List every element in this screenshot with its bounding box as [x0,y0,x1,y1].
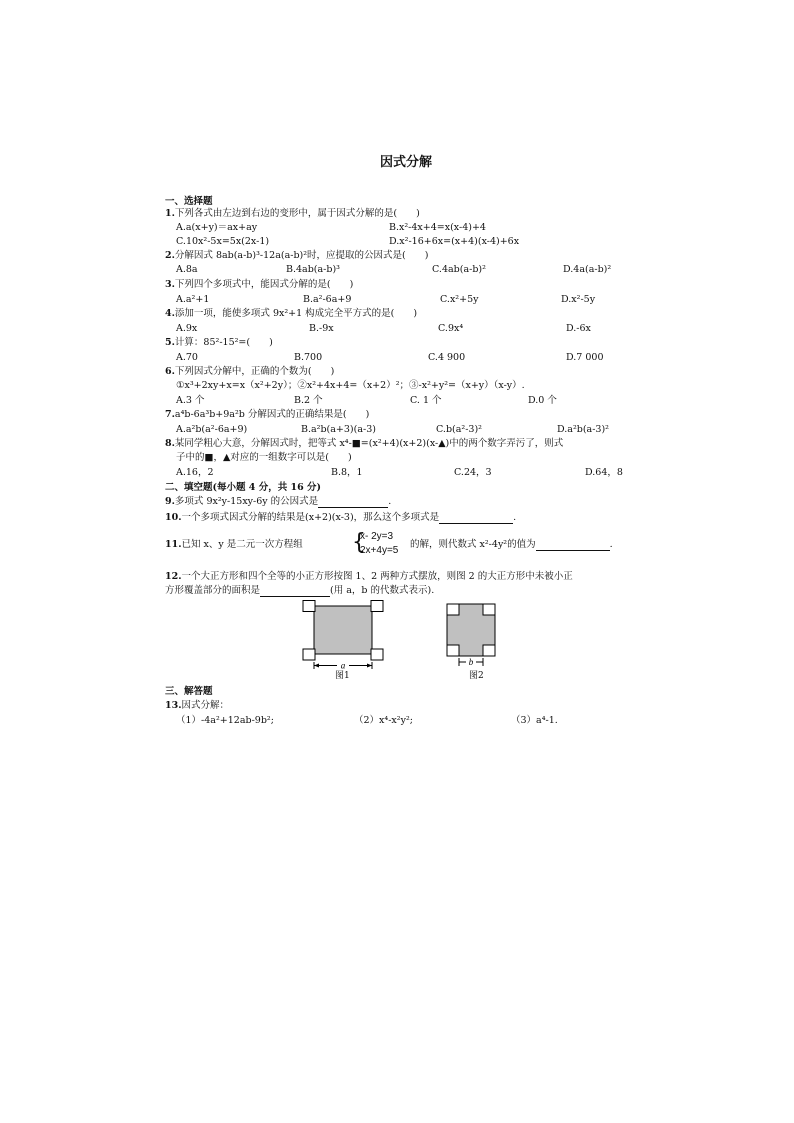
question-number: 13. [165,700,182,711]
option-c: C.x²+5y [440,294,479,305]
question-4 [165,308,417,320]
question-number: 4. [165,308,175,319]
answer-blank[interactable] [439,513,513,524]
question-text: 一个多项式因式分解的结果是(x+2)(x-3)，那么这个多项式是 [181,512,440,523]
question-text: 的解，则代数式 x²-4y²的值为 [410,539,536,550]
sentence-end: . [609,539,613,550]
option-c: C.9x⁴ [438,323,464,334]
option-c: C.10x²-5x=5x(2x-1) [176,236,270,247]
question-stem: 某同学粗心大意，分解因式时，把等式 x⁴-■=(x²+4)(x+2)(x-▲)中的两个数字弄污了，则式 [174,438,564,449]
option-b: B.2 个 [294,395,323,406]
option-d: D.64，8 [585,467,623,478]
question-3 [165,279,353,291]
question-12-continued [165,585,434,597]
page-title: 因式分解 [380,155,433,170]
figure-1 [300,600,386,670]
question-number: 11. [165,539,182,550]
equation-2: 2x+4y=5 [360,545,399,556]
figure-1-caption: 图1 [335,671,350,681]
option-a: A.a²+1 [176,294,210,305]
option-b: B.8，1 [331,467,363,478]
answer-blank[interactable] [260,586,330,597]
question-11-continued [410,539,613,551]
small-square [483,604,495,615]
option-b: B.700 [294,352,323,363]
sub-question-1: （1）-4a²+12ab-9b²; [176,715,274,726]
option-c: C. 1 个 [410,395,442,406]
option-b: B.4ab(a-b)³ [286,264,340,275]
option-d: D.x²-5y [561,294,596,305]
question-number: 9. [165,496,175,507]
option-a: A.3 个 [176,395,205,406]
section-heading-fill: 二、填空题(每小题 4 分，共 16 分) [165,482,322,493]
small-square [371,601,383,612]
small-square [447,645,459,656]
sentence-end: . [513,512,517,523]
option-b: B.a²-6a+9 [303,294,352,305]
sentence-end: . [388,496,392,507]
dimension-label: b [468,657,474,667]
question-stem: a⁴b-6a³b+9a²b 分解因式的正确结果是( ) [174,409,370,420]
question-number: 7. [165,409,175,420]
option-d: D.a²b(a-3)² [557,424,609,435]
question-stem: 因式分解： [181,700,230,711]
question-6 [165,366,334,378]
question-stem: 下列因式分解中，正确的个数为( ) [174,366,335,377]
small-square [483,645,495,656]
option-d: D.-6x [566,323,591,334]
option-c: C.4 900 [428,352,466,363]
option-d: D.0 个 [528,395,557,406]
option-d: D.x²-16+6x=(x+4)(x-4)+6x [389,236,520,247]
option-a: A.a²b(a²-6a+9) [176,424,248,435]
option-a: A.a(x+y)＝ax+ay [176,222,258,233]
dimension-label: a [340,660,346,670]
question-8-continued: 子中的■，▲对应的一组数字可以是( ) [176,452,352,463]
question-text: (用 a，b 的代数式表示). [330,585,435,596]
question-number: 5. [165,337,175,348]
question-number: 10. [165,512,182,523]
question-stem: 添加一项，能使多项式 9x²+1 构成完全平方式的是( ) [174,308,418,319]
option-d: D.7 000 [566,352,604,363]
answer-blank[interactable] [536,540,610,551]
question-8 [165,438,563,450]
question-stem: 计算：85²-15²=( ) [174,337,273,348]
option-a: A.8a [176,264,198,275]
option-a: A.70 [176,352,198,363]
arrow-left-icon [314,664,319,668]
question-stem: 下列各式由左边到右边的变形中，属于因式分解的是( ) [174,208,420,219]
answer-blank[interactable] [318,497,388,508]
large-square [314,606,372,654]
question-7 [165,409,369,421]
question-text: 一个大正方形和四个全等的小正方形按图 1、2 两种方式摆放，则图 2 的大正方形中未被小正 [181,571,573,582]
question-1 [165,208,420,220]
question-text: 方形覆盖部分的面积是 [165,585,261,596]
small-square [371,649,383,660]
equation-brace: { [352,530,366,555]
sub-question-3: （3）a⁴-1. [511,715,558,726]
option-c: C.24，3 [454,467,492,478]
option-a: A.9x [176,323,198,334]
arrow-right-icon [367,664,372,668]
section-heading-choice: 一、选择题 [165,196,213,207]
figure-2-caption: 图2 [469,671,484,681]
question-12 [165,571,573,583]
option-c: C.4ab(a-b)² [432,264,486,275]
section-heading-answer: 三、解答题 [165,686,213,697]
question-text: 多项式 9x²y-15xy-6y 的公因式是 [174,496,319,507]
option-b: B.x²-4x+4=x(x-4)+4 [389,222,486,233]
small-square [303,649,315,660]
sub-question-2: （2）x⁴-x²y²; [354,715,413,726]
small-square [303,601,315,612]
question-number: 8. [165,438,175,449]
question-6-statements: ①x³+2xy+x=x（x²+2y）；②x²+4x+4=（x+2）²；③-x²+y²=（x+y）（x-y）. [176,380,525,391]
option-c: C.b(a²-3)² [436,424,482,435]
question-10 [165,512,516,524]
question-9 [165,496,391,508]
option-b: B.-9x [309,323,334,334]
small-square [447,604,459,615]
option-d: D.4a(a-b)² [563,264,612,275]
figure-2 [443,600,499,670]
question-stem: 分解因式 8ab(a-b)³-12a(a-b)²时，应提取的公因式是( ) [174,250,429,261]
question-5 [165,337,273,349]
question-number: 12. [165,571,182,582]
question-stem: 下列四个多项式中，能因式分解的是( ) [174,279,354,290]
equation-1: x- 2y=3 [360,531,394,542]
question-11 [165,539,303,551]
option-b: B.a²b(a+3)(a-3) [301,424,376,435]
option-a: A.16，2 [176,467,214,478]
question-13 [165,700,229,712]
question-2 [165,250,428,262]
question-number: 2. [165,250,175,261]
question-number: 1. [165,208,175,219]
question-number: 6. [165,366,175,377]
question-text: 已知 x、y 是二元一次方程组 [181,539,303,550]
question-number: 3. [165,279,175,290]
